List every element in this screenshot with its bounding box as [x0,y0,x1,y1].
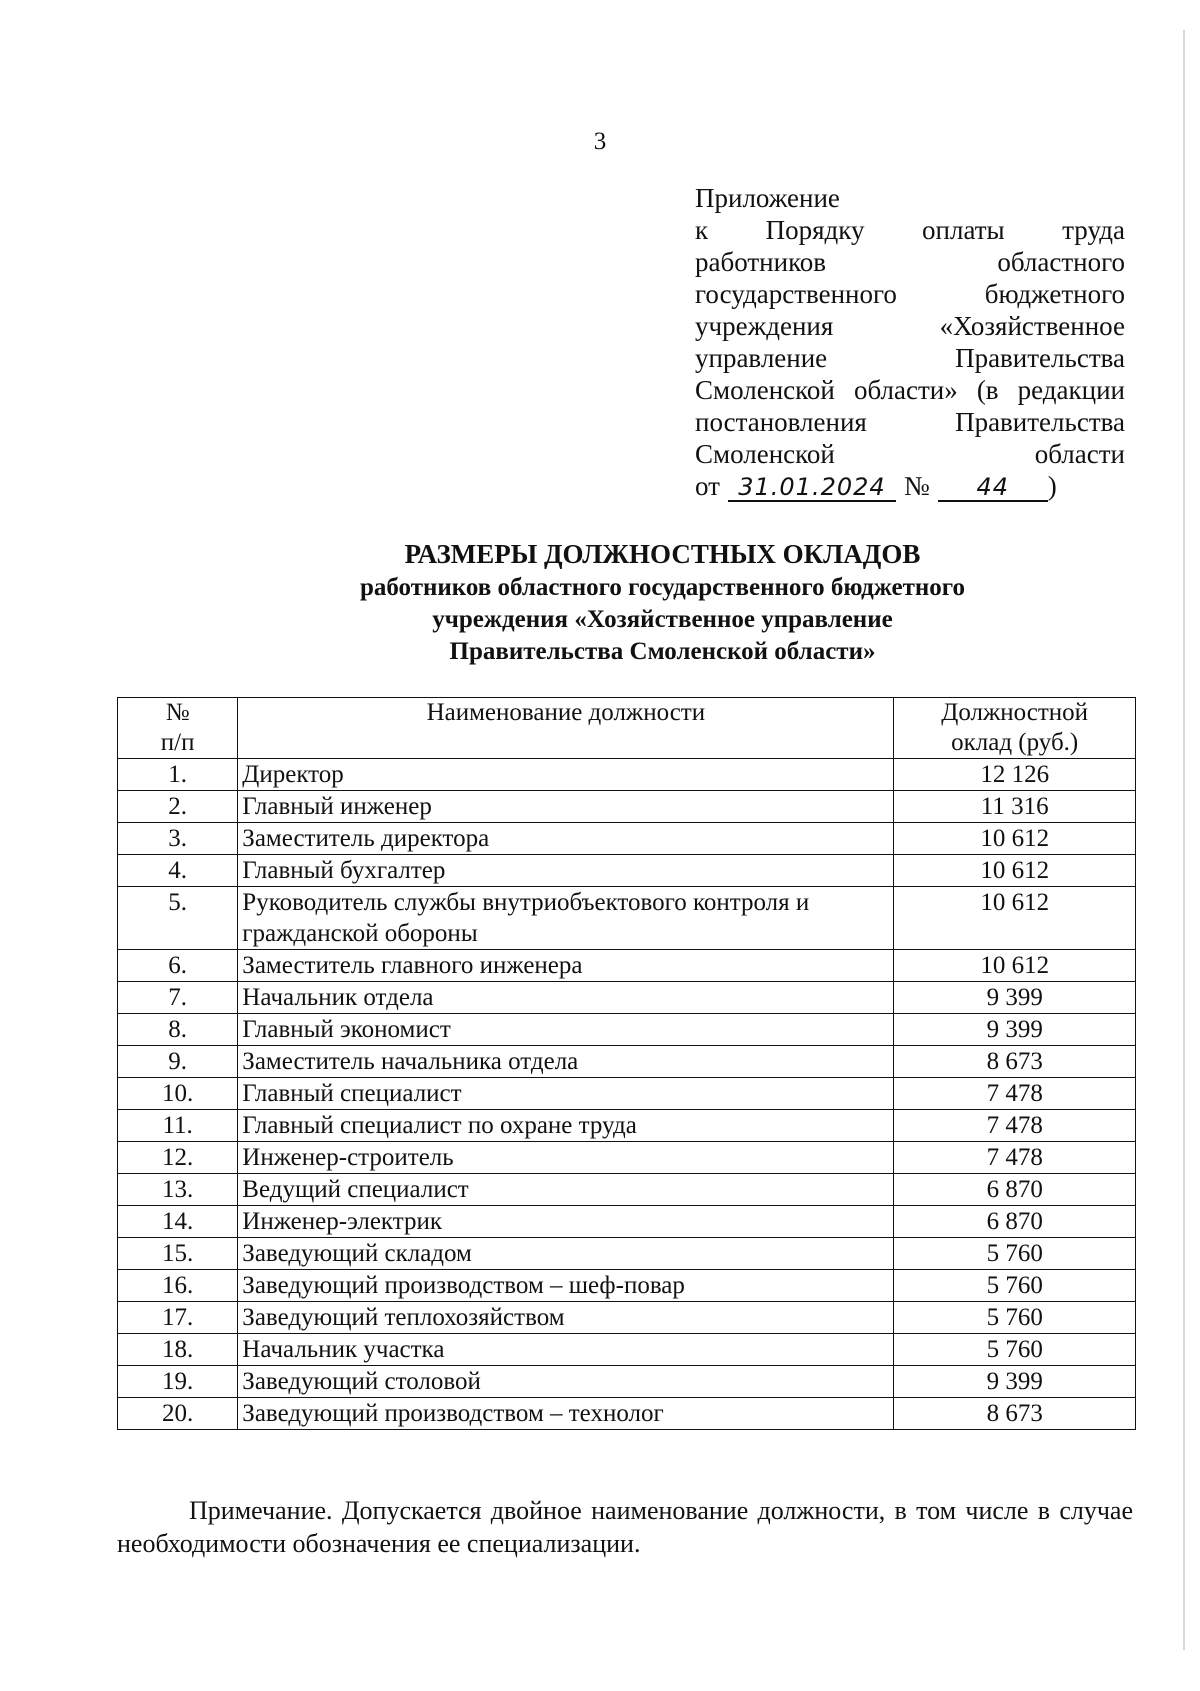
salary-value: 8 673 [894,1398,1136,1430]
table-row [118,1206,1136,1238]
salary-table [117,697,1136,1430]
appendix-word: государственного [695,279,897,309]
appendix-word: (в [976,375,999,405]
title-main: РАЗМЕРЫ ДОЛЖНОСТНЫХ ОКЛАДОВ [404,539,921,569]
appendix-word: Правительства [955,343,1125,373]
table-row [118,1046,1136,1078]
appendix-word: труда [1062,215,1125,245]
position-name: Заведующий столовой [238,1366,894,1398]
salary-value: 6 870 [894,1206,1136,1238]
position-name: Главный экономист [238,1014,894,1046]
table-row [118,1302,1136,1334]
row-number: 15. [118,1238,238,1270]
row-number: 16. [118,1270,238,1302]
position-name: Главный инженер [238,791,894,823]
page-number: 3 [593,128,607,155]
position-name: Начальник отдела [238,982,894,1014]
scan-margin-line [1183,30,1185,1650]
appendix-word: работников [695,247,827,277]
table-row [118,982,1136,1014]
appendix-word: бюджетного [984,279,1125,309]
row-number: 13. [118,1174,238,1206]
row-number: 9. [118,1046,238,1078]
appendix-line [695,374,1125,406]
row-number: 19. [118,1366,238,1398]
salary-value: 9 399 [894,982,1136,1014]
appendix-word: Смоленской [695,439,835,469]
position-name: Начальник участка [238,1334,894,1366]
salary-value: 5 760 [894,1238,1136,1270]
salary-value: 9 399 [894,1014,1136,1046]
row-number: 7. [118,982,238,1014]
appendix-line [695,182,1125,214]
row-number: 1. [118,759,238,791]
row-number: 5. [118,887,238,950]
title-sub-2: учреждения «Хозяйственное управление [432,606,893,633]
salary-value: 10 612 [894,855,1136,887]
table-row [118,791,1136,823]
appendix-word: Смоленской [695,375,835,405]
row-number: 10. [118,1078,238,1110]
position-name: Заведующий теплохозяйством [238,1302,894,1334]
handwritten-number: 44 [938,474,1048,502]
table-row [118,1014,1136,1046]
row-number: 8. [118,1014,238,1046]
position-name: Заведующий производством – шеф-повар [238,1270,894,1302]
appendix-line [695,438,1125,470]
salary-value: 7 478 [894,1110,1136,1142]
salary-value: 5 760 [894,1302,1136,1334]
position-name: Заместитель главного инженера [238,950,894,982]
table-row [118,1238,1136,1270]
table-row [118,823,1136,855]
table-row [118,1174,1136,1206]
salary-value: 10 612 [894,950,1136,982]
appendix-date-line [695,470,1125,502]
row-number: 12. [118,1142,238,1174]
row-number: 3. [118,823,238,855]
position-name: Главный бухгалтер [238,855,894,887]
appendix-word: Порядку [765,215,865,245]
row-number: 2. [118,791,238,823]
row-number: 4. [118,855,238,887]
number-sign: № [903,471,930,501]
row-number: 14. [118,1206,238,1238]
table-row [118,950,1136,982]
title-sub-3: Правительства Смоленской области» [449,638,876,665]
position-name: Главный специалист [238,1078,894,1110]
salary-value: 10 612 [894,823,1136,855]
row-number: 18. [118,1334,238,1366]
salary-value: 10 612 [894,887,1136,950]
footnote: Примечание. Допускается двойное наименование должности, в том числе в случае необходимости обозначения ее специализации. [117,1496,1133,1558]
appendix-word: учреждения [695,311,834,341]
position-name: Руководитель службы внутриобъектового контроля и гражданской обороны [238,887,894,950]
date-prefix: от [695,471,720,501]
table-row [118,887,1136,950]
header-position: Наименование должности [238,698,894,759]
position-name: Заведующий складом [238,1238,894,1270]
salary-value: 5 760 [894,1270,1136,1302]
header-salary: Должностной оклад (руб.) [894,698,1136,759]
position-name: Заведующий производством – технолог [238,1398,894,1430]
appendix-word: областного [997,247,1125,277]
position-name: Ведущий специалист [238,1174,894,1206]
appendix-line [695,214,1125,246]
handwritten-date: 31.01.2024 [728,474,896,502]
appendix-word: оплаты [922,215,1005,245]
row-number: 11. [118,1110,238,1142]
appendix-word: «Хозяйственное [939,311,1125,341]
row-number: 6. [118,950,238,982]
position-name: Инженер-электрик [238,1206,894,1238]
appendix-line [695,278,1125,310]
appendix-word: области» [853,375,958,405]
salary-value: 9 399 [894,1366,1136,1398]
position-name: Заместитель начальника отдела [238,1046,894,1078]
table-row [118,1078,1136,1110]
appendix-word: редакции [1017,375,1125,405]
appendix-word: Приложение [695,183,840,213]
table-row [118,1334,1136,1366]
position-name: Главный специалист по охране труда [238,1110,894,1142]
document-title [120,536,1200,668]
salary-value: 6 870 [894,1174,1136,1206]
row-number: 17. [118,1302,238,1334]
salary-value: 7 478 [894,1078,1136,1110]
appendix-line [695,406,1125,438]
row-number: 20. [118,1398,238,1430]
appendix-block [695,182,1125,502]
table-row [118,855,1136,887]
appendix-word: Правительства [955,407,1125,437]
closing-paren: ) [1047,471,1057,501]
salary-rows [118,759,1136,1430]
appendix-line [695,310,1125,342]
table-row [118,1142,1136,1174]
position-name: Директор [238,759,894,791]
appendix-word: управление [695,343,828,373]
salary-value: 8 673 [894,1046,1136,1078]
appendix-word: к [695,215,709,245]
appendix-word: постановления [695,407,867,437]
appendix-line [695,342,1125,374]
table-row [118,1398,1136,1430]
position-name: Заместитель директора [238,823,894,855]
position-name: Инженер-строитель [238,1142,894,1174]
appendix-word: области [1034,439,1125,469]
appendix-lines [695,182,1125,470]
table-row [118,1366,1136,1398]
salary-value: 5 760 [894,1334,1136,1366]
appendix-line [695,246,1125,278]
table-header-row [118,698,1136,759]
salary-value: 12 126 [894,759,1136,791]
salary-value: 11 316 [894,791,1136,823]
table-row [118,1270,1136,1302]
header-number: № п/п [118,698,238,759]
table-row [118,759,1136,791]
title-sub-1: работников областного государственного бюджетного [359,574,966,601]
salary-value: 7 478 [894,1142,1136,1174]
table-row [118,1110,1136,1142]
